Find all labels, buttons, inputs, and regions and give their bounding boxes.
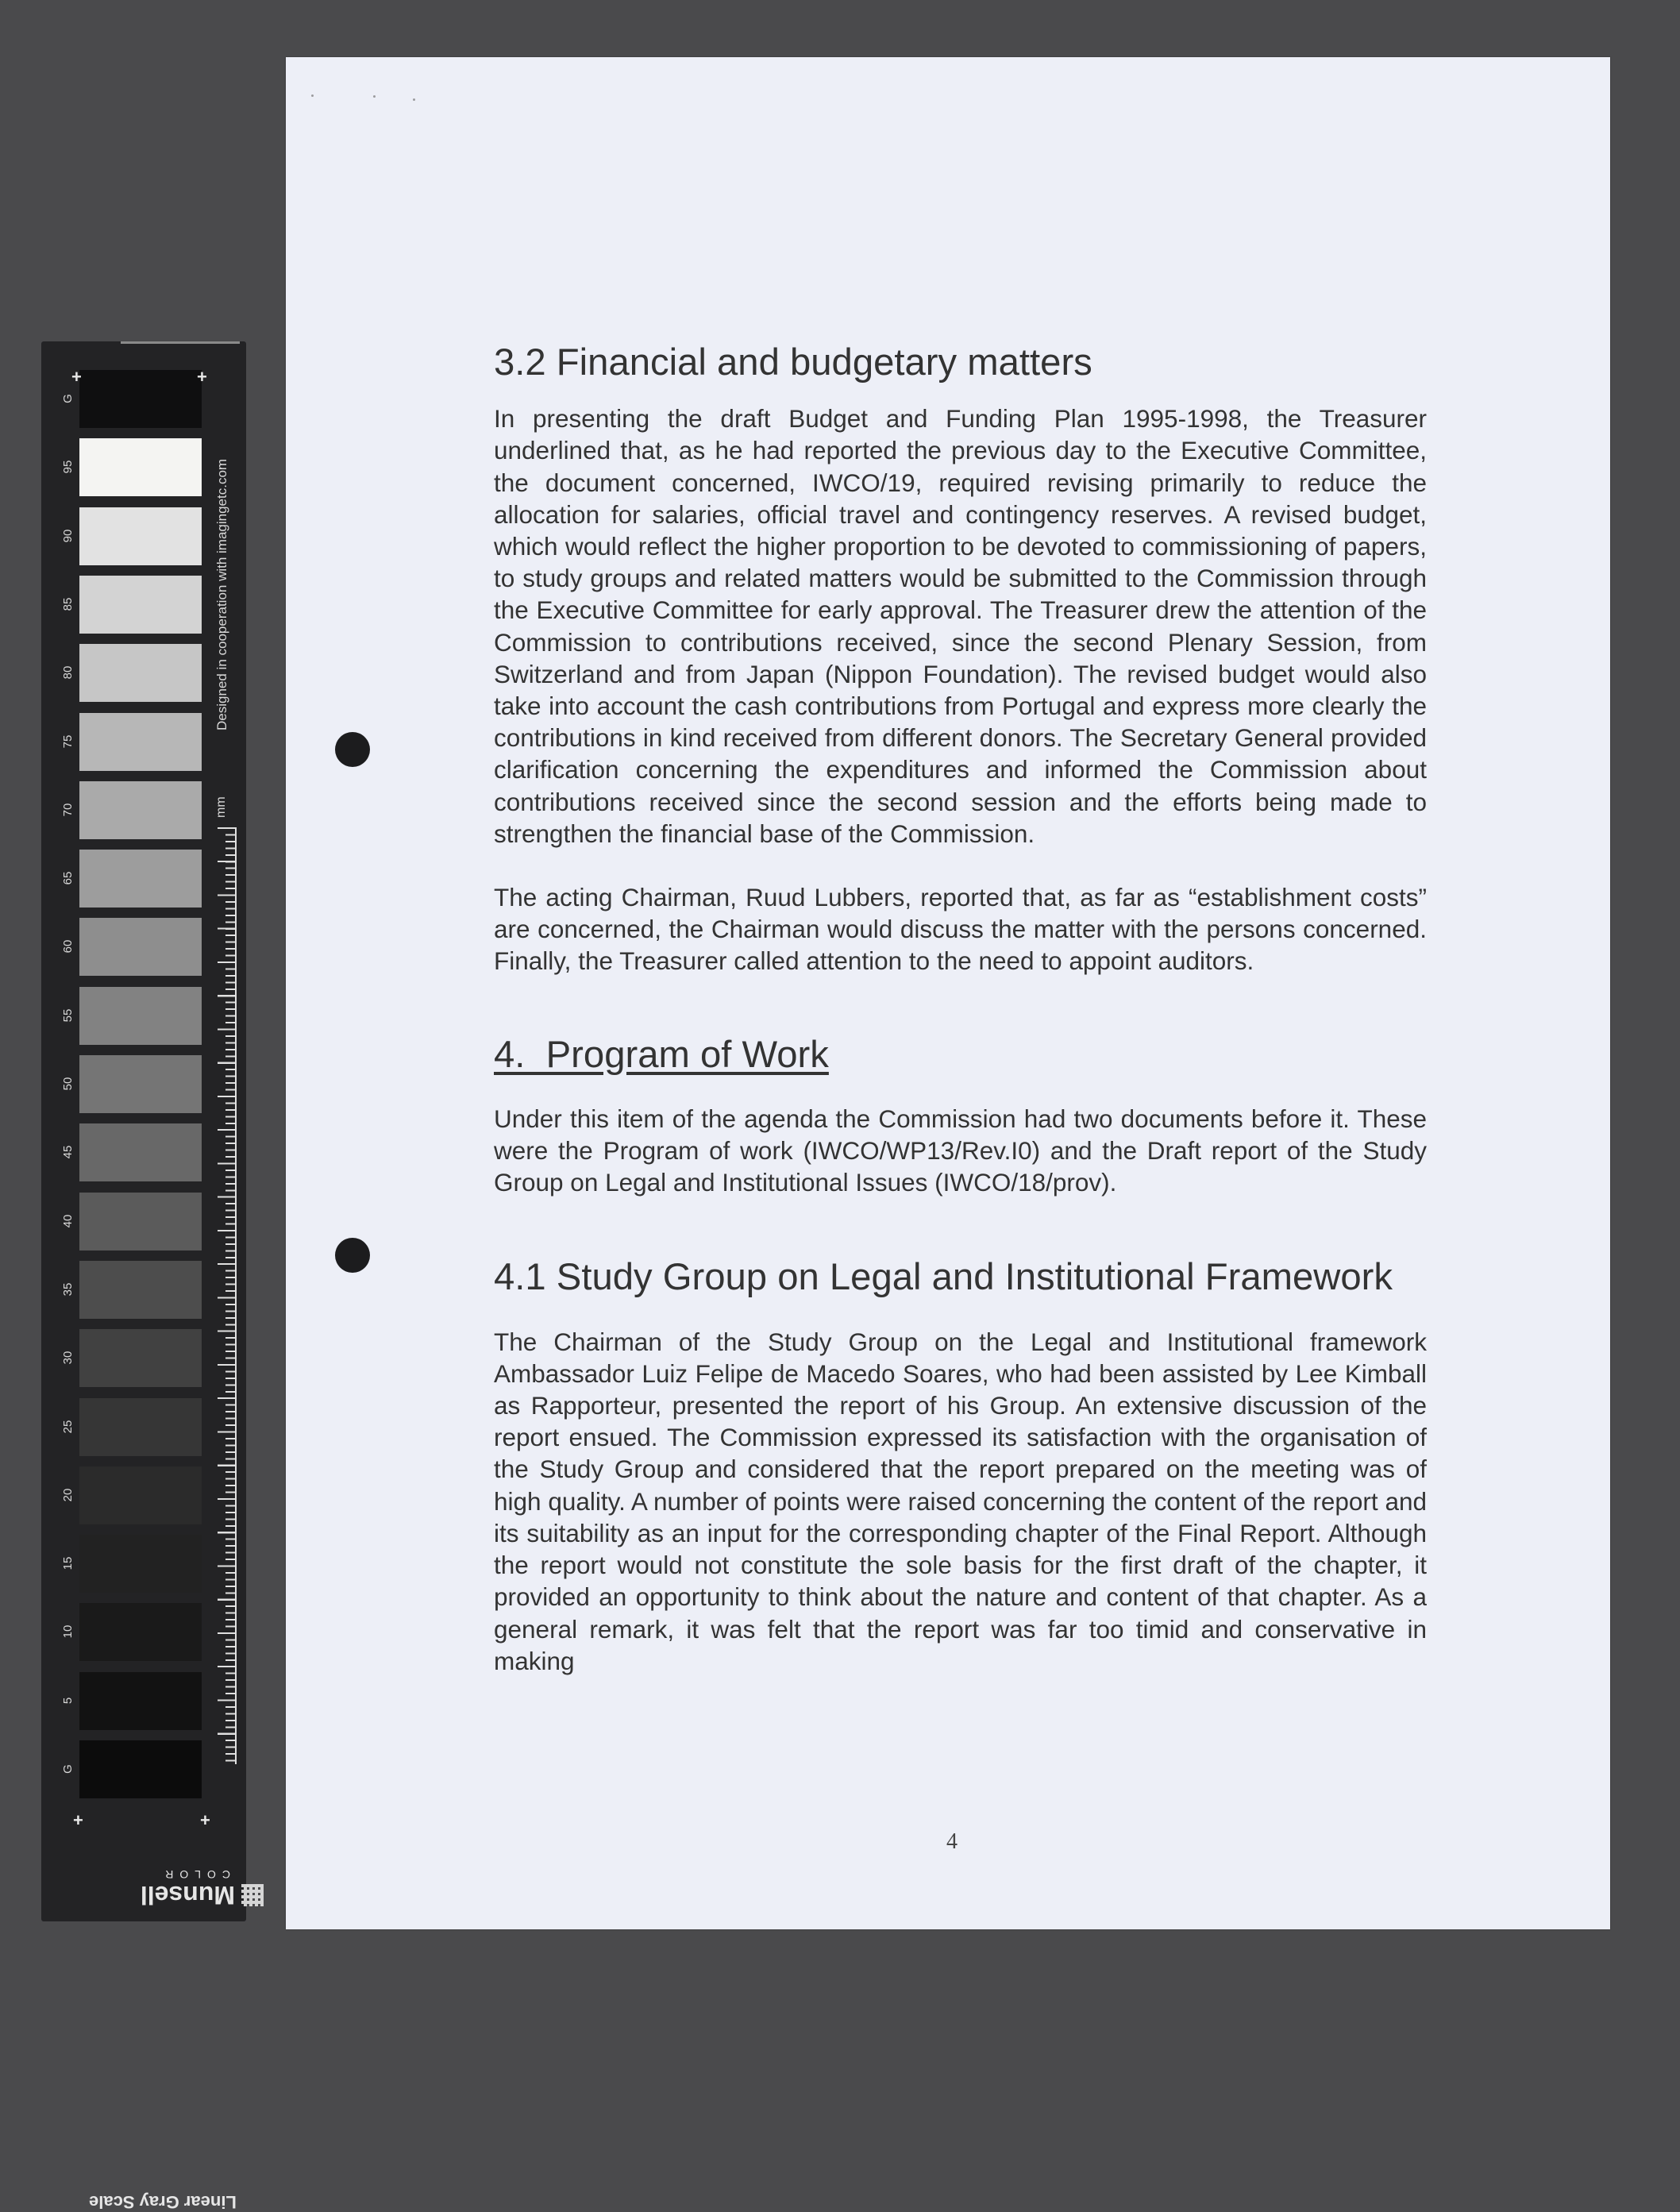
ruler-major-ticks	[218, 827, 237, 1763]
gray-patch	[79, 1261, 202, 1319]
card-side-text: Designed in cooperation with imagingetc.com	[214, 458, 229, 730]
gray-patch-label: G	[61, 1764, 75, 1774]
gray-patch	[79, 1740, 202, 1798]
gray-patch	[79, 507, 202, 565]
ruler-unit: mm	[214, 796, 228, 818]
gray-patch	[79, 1329, 202, 1387]
gray-patch-label: 75	[61, 734, 75, 748]
gray-patch	[79, 1123, 202, 1181]
brand-sub: COLOR	[159, 1868, 230, 1881]
gray-patch-label: 25	[61, 1420, 75, 1433]
gray-patch	[79, 576, 202, 634]
gray-patch-label: 5	[61, 1697, 75, 1704]
brand-logo-block	[140, 1834, 248, 1909]
gray-patch	[79, 1466, 202, 1524]
gray-patch	[79, 1193, 202, 1251]
plus-mark: +	[197, 367, 207, 387]
gray-patch	[79, 644, 202, 702]
munsell-logo-icon	[241, 1884, 264, 1906]
paragraph-program-of-work: Under this item of the agenda the Commission had two documents before it. These were the Program of work (IWCO/WP13/Rev.I0) and the Draft report of the Study Group on Legal and Institutional Issues (IWCO/18/prov).	[494, 1104, 1427, 1197]
gray-patch	[79, 1672, 202, 1730]
card-top-edge	[121, 341, 240, 344]
paper-speck	[413, 98, 415, 101]
gray-patch	[79, 918, 202, 976]
section-heading-4-1: 4.1 Study Group on Legal and Institutional Framework	[494, 1256, 1393, 1299]
paper-speck	[373, 95, 376, 98]
gray-patch	[79, 370, 202, 428]
scale-title: Linear Gray Scale	[89, 2192, 237, 2212]
gray-patch	[79, 850, 202, 908]
gray-patch-label: 60	[61, 940, 75, 954]
gray-patch-label: G	[61, 394, 75, 403]
gray-patch-label: 85	[61, 597, 75, 611]
plus-mark: +	[73, 1810, 83, 1830]
document-body	[494, 341, 1427, 1677]
paragraph-study-group: The Chairman of the Study Group on the Legal and Institutional framework Ambassador Luiz Felipe de Macedo Soares, who had been assisted by Lee Kimball as Rapporteur, presented the report of his Group. An extensive discussion of the report ensued. The Commission expressed its satisfaction with the organisation of the Study Group and considered that the report prepared on the meeting was of high quality. A number of points were raised concerning the content of the report and its suitability as an input for the corresponding chapter of the Final Report. Although the report would not constitute the sole basis for the first draft of the chapter, it provided an opportunity to think about the nature and content of that chapter. As a general remark, it was felt that the report was far too timid and conservative in making	[494, 1327, 1427, 1675]
gray-patch	[79, 1603, 202, 1661]
punch-hole	[335, 732, 370, 767]
gray-patch-label: 90	[61, 529, 75, 542]
plus-mark: +	[71, 367, 82, 387]
gray-patch-label: 20	[61, 1488, 75, 1502]
gray-patch	[79, 1055, 202, 1113]
gray-patch-label: 95	[61, 460, 75, 474]
gray-patch	[79, 1535, 202, 1593]
plus-mark: +	[200, 1810, 210, 1830]
gray-patch-label: 55	[61, 1008, 75, 1023]
gray-patch-label: 15	[61, 1556, 75, 1570]
gray-patch-label: 35	[61, 1282, 75, 1297]
gray-scale-card	[41, 341, 246, 2212]
ruler-spine	[235, 827, 237, 1764]
paper-speck	[311, 94, 314, 97]
page-number: 4	[946, 1829, 958, 1854]
gray-patch	[79, 1398, 202, 1456]
paragraph-chairman: The acting Chairman, Ruud Lubbers, reported that, as far as “establishment costs” are concerned, the Chairman would discuss the matter with the persons concerned. Finally, the Treasurer called attention to the need to appoint auditors.	[494, 883, 1427, 976]
gray-patch-label: 65	[61, 871, 75, 885]
gray-patch-label: 70	[61, 803, 75, 817]
gray-patch-label: 45	[61, 1145, 75, 1159]
gray-patch	[79, 781, 202, 839]
gray-patch-label: 10	[61, 1625, 75, 1639]
gray-patch	[79, 438, 202, 496]
section-heading-3-2: 3.2 Financial and budgetary matters	[494, 341, 1092, 383]
document-page	[286, 57, 1610, 1929]
gray-patch-label: 30	[61, 1351, 75, 1365]
gray-patch	[79, 987, 202, 1045]
section-heading-4: 4. Program of Work	[494, 1033, 829, 1076]
paragraph-budget: In presenting the draft Budget and Funding Plan 1995-1998, the Treasurer underlined that, as he had reported the previous day to the Executive Committee, the document concerned, IWCO/19, required revising primarily to reduce the allocation for salaries, official travel and contingency reserves. A revised budget, which would reflect the higher proportion to be devoted to commissioning of papers, to study groups and related matters would be submitted to the Commission through the Executive Committee for early approval. The Treasurer drew the attention of the Commission to contributions received, since the second Plenary Session, from Switzerland and from Japan (Nippon Foundation). The revised budget would also take into account the cash contributions from Portugal and express more clearly the contributions in kind received from different donors. The Secretary General provided clarification concerning the expenditures and informed the Commission about contributions received since the second session and the efforts being made to strengthen the financial base of the Commission.	[494, 404, 1427, 848]
brand-name: Munsell	[140, 1881, 235, 1909]
gray-patch-label: 50	[61, 1077, 75, 1091]
gray-patch-label: 40	[61, 1214, 75, 1227]
punch-hole	[335, 1238, 370, 1273]
gray-patch-label: 80	[61, 665, 75, 680]
gray-patch	[79, 713, 202, 771]
